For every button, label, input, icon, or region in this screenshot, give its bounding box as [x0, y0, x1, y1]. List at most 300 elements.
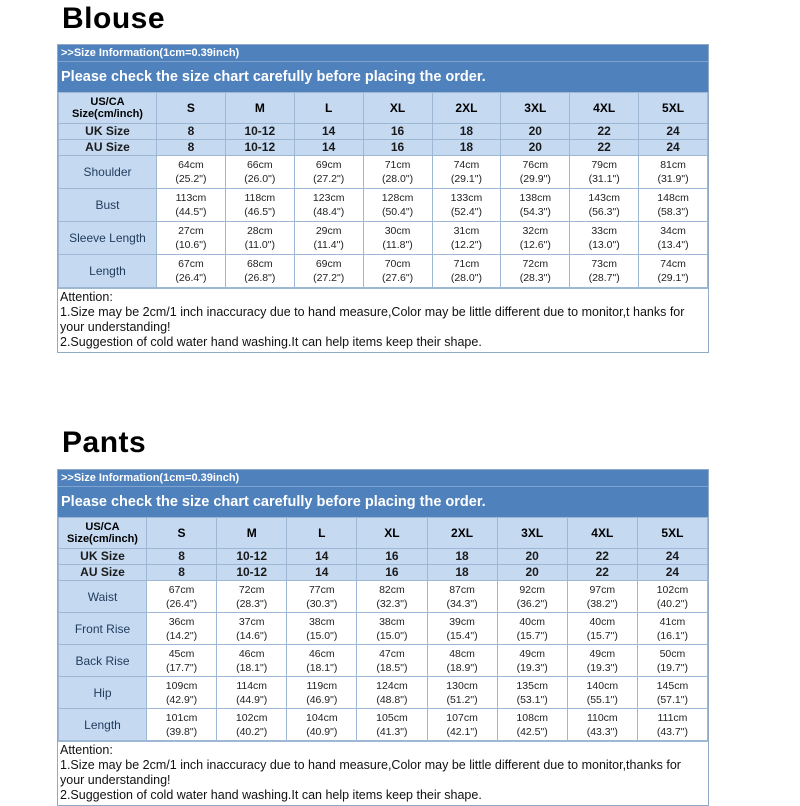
- blouse-measure-row: [59, 156, 708, 189]
- pants-note-2: 2.Suggestion of cold water hand washing.It can help items keep their shape.: [60, 788, 482, 802]
- blouse-value-inch: (27.6"): [381, 272, 414, 284]
- blouse-measure-label: Length: [59, 255, 157, 288]
- pants-value-inch: (19.3"): [516, 661, 548, 674]
- blouse-measure-cell: [501, 156, 570, 189]
- pants-measure-cell: [567, 581, 637, 613]
- pants-value-inch: (19.7"): [656, 661, 689, 674]
- pants-au-value: 24: [637, 565, 707, 581]
- pants-measure-cell: [147, 581, 217, 613]
- pants-value-inch: (30.3"): [306, 597, 338, 610]
- blouse-measure-cell: [639, 255, 708, 288]
- pants-measure-row: [59, 581, 708, 613]
- pants-size-2xl: 2XL: [427, 518, 497, 549]
- pants-value-cm: 114cm: [236, 679, 268, 692]
- pants-value-cm: 102cm: [235, 711, 268, 724]
- blouse-value-cm: 68cm: [246, 258, 273, 270]
- pants-value-cm: 47cm: [379, 647, 405, 660]
- pants-value-inch: (18.5"): [376, 661, 408, 674]
- pants-size-info: >>Size Information(1cm=0.39inch): [58, 470, 708, 487]
- pants-value-cm: 101cm: [165, 711, 198, 724]
- blouse-value-cm: 66cm: [246, 159, 273, 171]
- pants-value-cm: 108cm: [516, 711, 548, 724]
- pants-value-inch: (15.0"): [306, 629, 338, 642]
- pants-measure-cell: [567, 645, 637, 677]
- blouse-measure-cell: [225, 255, 294, 288]
- blouse-measure-cell: [432, 255, 501, 288]
- blouse-measure-cell: [501, 189, 570, 222]
- blouse-uk-value: 20: [501, 124, 570, 140]
- pants-measure-label: Length: [59, 709, 147, 741]
- blouse-size-info: >>Size Information(1cm=0.39inch): [58, 45, 708, 62]
- pants-measure-row: [59, 709, 708, 741]
- blouse-value-inch: (28.3"): [519, 272, 551, 284]
- pants-value-inch: (15.7"): [516, 629, 548, 642]
- pants-value-inch: (39.8"): [165, 725, 198, 738]
- blouse-value-cm: 31cm: [453, 225, 480, 237]
- blouse-au-value: 18: [432, 140, 501, 156]
- blouse-uk-value: 18: [432, 124, 501, 140]
- pants-measure-label: Hip: [59, 677, 147, 709]
- pants-value-cm: 130cm: [446, 679, 478, 692]
- blouse-title: Blouse: [62, 2, 166, 35]
- blouse-value-cm: 118cm: [244, 192, 276, 204]
- blouse-value-cm: 70cm: [384, 258, 411, 270]
- pants-value-inch: (43.3"): [586, 725, 618, 738]
- pants-value-inch: (55.1"): [586, 693, 618, 706]
- pants-value-cm: 40cm: [519, 615, 546, 628]
- pants-value-cm: 46cm: [308, 647, 335, 660]
- pants-value-cm: 124cm: [376, 679, 408, 692]
- blouse-au-label: AU Size: [59, 140, 157, 156]
- pants-measure-cell: [147, 613, 217, 645]
- blouse-measure-cell: [294, 189, 363, 222]
- blouse-value-inch: (48.4"): [313, 206, 345, 218]
- blouse-au-value: 10-12: [225, 140, 294, 156]
- pants-measure-cell: [357, 677, 427, 709]
- blouse-measure-cell: [570, 222, 639, 255]
- pants-value-inch: (18.9"): [446, 661, 478, 674]
- pants-value-cm: 37cm: [238, 615, 265, 628]
- pants-header-row: [59, 518, 708, 549]
- blouse-value-inch: (12.6"): [519, 239, 551, 251]
- blouse-value-inch: (31.1"): [588, 173, 620, 185]
- blouse-uk-value: 10-12: [225, 124, 294, 140]
- pants-measure-cell: [637, 613, 707, 645]
- blouse-table: [58, 92, 708, 288]
- pants-notes: [58, 741, 708, 805]
- blouse-value-inch: (11.8"): [382, 239, 413, 251]
- blouse-uk-row: [59, 124, 708, 140]
- blouse-value-cm: 128cm: [381, 192, 414, 204]
- pants-value-inch: (40.2"): [236, 725, 268, 738]
- pants-au-label: AU Size: [59, 565, 147, 581]
- pants-value-inch: (44.9"): [236, 693, 268, 706]
- pants-value-inch: (17.7"): [165, 661, 198, 674]
- pants-value-inch: (18.1"): [306, 661, 338, 674]
- pants-value-cm: 72cm: [238, 583, 265, 596]
- pants-size-4xl: 4XL: [567, 518, 637, 549]
- blouse-value-cm: 67cm: [178, 258, 204, 270]
- pants-value-cm: 38cm: [379, 615, 405, 628]
- pants-value-inch: (32.3"): [376, 597, 408, 610]
- pants-size-xl: XL: [357, 518, 427, 549]
- blouse-value-cm: 113cm: [175, 192, 207, 204]
- blouse-measure-row: [59, 189, 708, 222]
- blouse-size-m: M: [225, 93, 294, 124]
- pants-uk-value: 18: [427, 549, 497, 565]
- pants-measure-cell: [287, 709, 357, 741]
- blouse-value-inch: (29.9"): [519, 173, 551, 185]
- pants-value-cm: 102cm: [656, 583, 689, 596]
- blouse-measure-cell: [432, 222, 501, 255]
- pants-value-inch: (14.2"): [165, 629, 198, 642]
- pants-measure-cell: [637, 645, 707, 677]
- pants-measure-cell: [427, 581, 497, 613]
- blouse-value-inch: (29.1"): [657, 272, 689, 284]
- blouse-value-cm: 79cm: [591, 159, 618, 171]
- blouse-au-value: 24: [639, 140, 708, 156]
- blouse-measure-cell: [294, 222, 363, 255]
- blouse-measure-cell: [294, 255, 363, 288]
- blouse-measure-cell: [570, 255, 639, 288]
- blouse-value-cm: 33cm: [591, 225, 618, 237]
- blouse-value-inch: (44.5"): [175, 206, 207, 218]
- blouse-value-inch: (13.0"): [588, 239, 620, 251]
- blouse-value-cm: 71cm: [453, 258, 480, 270]
- blouse-banner: [58, 45, 708, 92]
- pants-value-inch: (15.0"): [376, 629, 408, 642]
- pants-value-cm: 104cm: [306, 711, 338, 724]
- pants-au-value: 10-12: [217, 565, 287, 581]
- pants-measure-cell: [637, 677, 707, 709]
- blouse-measure-cell: [157, 255, 226, 288]
- blouse-value-inch: (26.0"): [244, 173, 276, 185]
- blouse-header-row: [59, 93, 708, 124]
- pants-measure-cell: [567, 613, 637, 645]
- blouse-value-cm: 71cm: [384, 159, 411, 171]
- blouse-measure-cell: [639, 156, 708, 189]
- blouse-measure-cell: [432, 156, 501, 189]
- pants-value-cm: 145cm: [656, 679, 689, 692]
- pants-measure-cell: [147, 709, 217, 741]
- pants-measure-cell: [567, 677, 637, 709]
- blouse-value-cm: 29cm: [315, 225, 342, 237]
- blouse-value-inch: (25.2"): [175, 173, 207, 185]
- pants-measure-cell: [497, 613, 567, 645]
- pants-measure-cell: [497, 709, 567, 741]
- pants-title: Pants: [62, 426, 147, 459]
- pants-measure-cell: [427, 709, 497, 741]
- pants-value-inch: (40.9"): [306, 725, 338, 738]
- pants-header-label: US/CA Size(cm/inch): [59, 518, 147, 549]
- pants-measure-label: Waist: [59, 581, 147, 613]
- blouse-header-label: US/CA Size(cm/inch): [59, 93, 157, 124]
- pants-measure-cell: [427, 645, 497, 677]
- blouse-size-4xl: 4XL: [570, 93, 639, 124]
- pants-uk-value: 14: [287, 549, 357, 565]
- pants-value-cm: 111cm: [657, 711, 688, 724]
- blouse-value-inch: (10.6"): [175, 239, 207, 251]
- pants-value-cm: 39cm: [449, 615, 475, 628]
- blouse-value-cm: 138cm: [519, 192, 552, 204]
- pants-measure-cell: [287, 645, 357, 677]
- blouse-value-inch: (13.4"): [657, 239, 689, 251]
- pants-value-cm: 50cm: [659, 647, 686, 660]
- blouse-size-2xl: 2XL: [432, 93, 501, 124]
- blouse-au-value: 20: [501, 140, 570, 156]
- pants-measure-cell: [217, 645, 287, 677]
- pants-value-cm: 109cm: [165, 679, 198, 692]
- pants-tbody: [59, 518, 708, 741]
- pants-value-inch: (16.1"): [656, 629, 689, 642]
- blouse-measure-cell: [363, 222, 432, 255]
- blouse-measure-cell: [157, 156, 226, 189]
- pants-value-inch: (26.4"): [165, 597, 198, 610]
- blouse-size-5xl: 5XL: [639, 93, 708, 124]
- pants-measure-row: [59, 645, 708, 677]
- blouse-value-inch: (11.4"): [313, 239, 344, 251]
- blouse-notes: [58, 288, 708, 352]
- blouse-measure-cell: [501, 255, 570, 288]
- blouse-measure-cell: [157, 222, 226, 255]
- pants-au-value: 8: [147, 565, 217, 581]
- blouse-size-s: S: [157, 93, 226, 124]
- blouse-value-cm: 27cm: [178, 225, 204, 237]
- blouse-value-inch: (28.0"): [381, 173, 414, 185]
- pants-measure-cell: [497, 677, 567, 709]
- blouse-uk-value: 8: [157, 124, 226, 140]
- pants-value-inch: (46.9"): [306, 693, 338, 706]
- pants-measure-cell: [567, 709, 637, 741]
- pants-value-inch: (15.7"): [586, 629, 618, 642]
- pants-measure-cell: [357, 581, 427, 613]
- blouse-value-inch: (26.8"): [244, 272, 276, 284]
- blouse-au-value: 22: [570, 140, 639, 156]
- blouse-value-cm: 32cm: [522, 225, 549, 237]
- blouse-value-inch: (28.7"): [588, 272, 620, 284]
- pants-measure-label: Front Rise: [59, 613, 147, 645]
- pants-value-cm: 110cm: [586, 711, 618, 724]
- blouse-measure-cell: [225, 156, 294, 189]
- pants-measure-row: [59, 613, 708, 645]
- pants-measure-cell: [287, 581, 357, 613]
- blouse-measure-label: Bust: [59, 189, 157, 222]
- blouse-measure-cell: [363, 156, 432, 189]
- pants-value-cm: 49cm: [589, 647, 616, 660]
- pants-measure-cell: [287, 677, 357, 709]
- pants-value-cm: 135cm: [516, 679, 548, 692]
- blouse-uk-value: 22: [570, 124, 639, 140]
- pants-banner: [58, 470, 708, 517]
- pants-value-inch: (28.3"): [236, 597, 268, 610]
- pants-value-cm: 46cm: [238, 647, 265, 660]
- pants-value-cm: 140cm: [586, 679, 619, 692]
- pants-au-value: 16: [357, 565, 427, 581]
- blouse-measure-label: Shoulder: [59, 156, 157, 189]
- blouse-check-notice: Please check the size chart carefully before placing the order.: [61, 69, 486, 85]
- pants-au-value: 18: [427, 565, 497, 581]
- pants-note-1: 1.Size may be 2cm/1 inch inaccuracy due to hand measure,Color may be little different due to monitor,thanks for your understanding!: [60, 758, 681, 787]
- pants-value-inch: (42.5"): [516, 725, 548, 738]
- blouse-measure-row: [59, 255, 708, 288]
- pants-measure-cell: [147, 645, 217, 677]
- pants-uk-value: 8: [147, 549, 217, 565]
- blouse-measure-cell: [570, 189, 639, 222]
- pants-value-inch: (15.4"): [446, 629, 478, 642]
- pants-value-cm: 87cm: [449, 583, 475, 596]
- blouse-uk-value: 14: [294, 124, 363, 140]
- pants-size-3xl: 3XL: [497, 518, 567, 549]
- blouse-value-cm: 74cm: [660, 258, 686, 270]
- blouse-value-inch: (27.2"): [313, 272, 345, 284]
- pants-size-s: S: [147, 518, 217, 549]
- pants-measure-cell: [217, 709, 287, 741]
- blouse-uk-value: 16: [363, 124, 432, 140]
- pants-measure-cell: [287, 613, 357, 645]
- blouse-value-inch: (54.3"): [519, 206, 551, 218]
- pants-value-cm: 119cm: [306, 679, 338, 692]
- blouse-uk-label: UK Size: [59, 124, 157, 140]
- blouse-value-cm: 64cm: [178, 159, 204, 171]
- blouse-measure-cell: [501, 222, 570, 255]
- pants-uk-value: 22: [567, 549, 637, 565]
- blouse-measure-cell: [363, 255, 432, 288]
- blouse-value-inch: (28.0"): [450, 272, 483, 284]
- pants-uk-row: [59, 549, 708, 565]
- pants-measure-cell: [217, 677, 287, 709]
- blouse-value-cm: 76cm: [522, 159, 549, 171]
- blouse-value-inch: (29.1"): [450, 173, 483, 185]
- pants-measure-cell: [427, 677, 497, 709]
- pants-measure-cell: [637, 581, 707, 613]
- pants-note-attention: Attention:: [60, 743, 113, 757]
- blouse-measure-cell: [639, 222, 708, 255]
- pants-value-cm: 105cm: [376, 711, 408, 724]
- blouse-measure-cell: [432, 189, 501, 222]
- pants-value-inch: (34.3"): [446, 597, 478, 610]
- blouse-value-cm: 143cm: [588, 192, 620, 204]
- pants-value-inch: (43.7"): [656, 725, 689, 738]
- pants-size-l: L: [287, 518, 357, 549]
- pants-check-notice: Please check the size chart carefully before placing the order.: [61, 494, 486, 510]
- blouse-note-2: 2.Suggestion of cold water hand washing.It can help items keep their shape.: [60, 335, 482, 349]
- pants-value-inch: (38.2"): [586, 597, 618, 610]
- pants-measure-cell: [637, 709, 707, 741]
- pants-value-cm: 92cm: [519, 583, 546, 596]
- blouse-value-cm: 123cm: [312, 192, 345, 204]
- pants-value-cm: 82cm: [379, 583, 405, 596]
- pants-value-cm: 97cm: [589, 583, 616, 596]
- blouse-size-l: L: [294, 93, 363, 124]
- pants-size-m: M: [217, 518, 287, 549]
- blouse-value-inch: (50.4"): [381, 206, 414, 218]
- pants-au-value: 14: [287, 565, 357, 581]
- pants-value-inch: (41.3"): [376, 725, 408, 738]
- pants-value-cm: 36cm: [168, 615, 195, 628]
- pants-measure-row: [59, 677, 708, 709]
- blouse-measure-cell: [363, 189, 432, 222]
- blouse-value-inch: (27.2"): [313, 173, 345, 185]
- blouse-note-1: 1.Size may be 2cm/1 inch inaccuracy due to hand measure,Color may be little different due to monitor,t hanks for your understanding!: [60, 305, 685, 334]
- blouse-value-inch: (52.4"): [450, 206, 483, 218]
- pants-measure-cell: [427, 613, 497, 645]
- pants-uk-label: UK Size: [59, 549, 147, 565]
- blouse-value-cm: 69cm: [315, 258, 342, 270]
- pants-uk-value: 16: [357, 549, 427, 565]
- pants-uk-value: 20: [497, 549, 567, 565]
- blouse-au-value: 8: [157, 140, 226, 156]
- pants-value-inch: (42.9"): [165, 693, 198, 706]
- pants-value-inch: (57.1"): [656, 693, 689, 706]
- blouse-note-attention: Attention:: [60, 290, 113, 304]
- pants-value-inch: (40.2"): [656, 597, 689, 610]
- blouse-measure-cell: [225, 189, 294, 222]
- pants-value-inch: (19.3"): [586, 661, 618, 674]
- blouse-au-value: 16: [363, 140, 432, 156]
- pants-measure-cell: [357, 613, 427, 645]
- blouse-measure-cell: [570, 156, 639, 189]
- pants-value-inch: (36.2"): [516, 597, 548, 610]
- pants-measure-label: Back Rise: [59, 645, 147, 677]
- blouse-value-cm: 133cm: [450, 192, 483, 204]
- pants-measure-cell: [357, 645, 427, 677]
- pants-value-inch: (18.1"): [236, 661, 268, 674]
- blouse-measure-cell: [225, 222, 294, 255]
- pants-value-cm: 41cm: [659, 615, 686, 628]
- blouse-measure-label: Sleeve Length: [59, 222, 157, 255]
- pants-value-cm: 49cm: [519, 647, 546, 660]
- blouse-value-cm: 34cm: [660, 225, 686, 237]
- blouse-size-xl: XL: [363, 93, 432, 124]
- pants-uk-value: 10-12: [217, 549, 287, 565]
- blouse-value-inch: (31.9"): [657, 173, 689, 185]
- pants-value-cm: 48cm: [449, 647, 475, 660]
- pants-size-chart: [57, 469, 709, 806]
- pants-value-cm: 77cm: [308, 583, 335, 596]
- pants-value-cm: 40cm: [589, 615, 616, 628]
- pants-table: [58, 517, 708, 741]
- blouse-value-cm: 148cm: [657, 192, 689, 204]
- pants-measure-cell: [217, 613, 287, 645]
- blouse-tbody: [59, 93, 708, 288]
- blouse-size-3xl: 3XL: [501, 93, 570, 124]
- pants-measure-cell: [497, 581, 567, 613]
- blouse-uk-value: 24: [639, 124, 708, 140]
- blouse-value-inch: (11.0"): [244, 239, 275, 251]
- pants-value-inch: (48.8"): [376, 693, 408, 706]
- blouse-value-cm: 30cm: [384, 225, 411, 237]
- blouse-measure-cell: [639, 189, 708, 222]
- pants-measure-cell: [147, 677, 217, 709]
- blouse-measure-cell: [157, 189, 226, 222]
- pants-au-row: [59, 565, 708, 581]
- pants-value-inch: (14.6"): [236, 629, 268, 642]
- pants-value-inch: (53.1"): [516, 693, 548, 706]
- pants-au-value: 20: [497, 565, 567, 581]
- pants-size-5xl: 5XL: [637, 518, 707, 549]
- blouse-value-cm: 28cm: [246, 225, 273, 237]
- blouse-value-inch: (26.4"): [175, 272, 207, 284]
- pants-measure-cell: [217, 581, 287, 613]
- blouse-au-row: [59, 140, 708, 156]
- pants-value-cm: 45cm: [168, 647, 195, 660]
- blouse-measure-cell: [294, 156, 363, 189]
- blouse-value-cm: 69cm: [315, 159, 342, 171]
- blouse-value-inch: (58.3"): [657, 206, 689, 218]
- blouse-value-inch: (56.3"): [588, 206, 620, 218]
- blouse-measure-row: [59, 222, 708, 255]
- pants-measure-cell: [497, 645, 567, 677]
